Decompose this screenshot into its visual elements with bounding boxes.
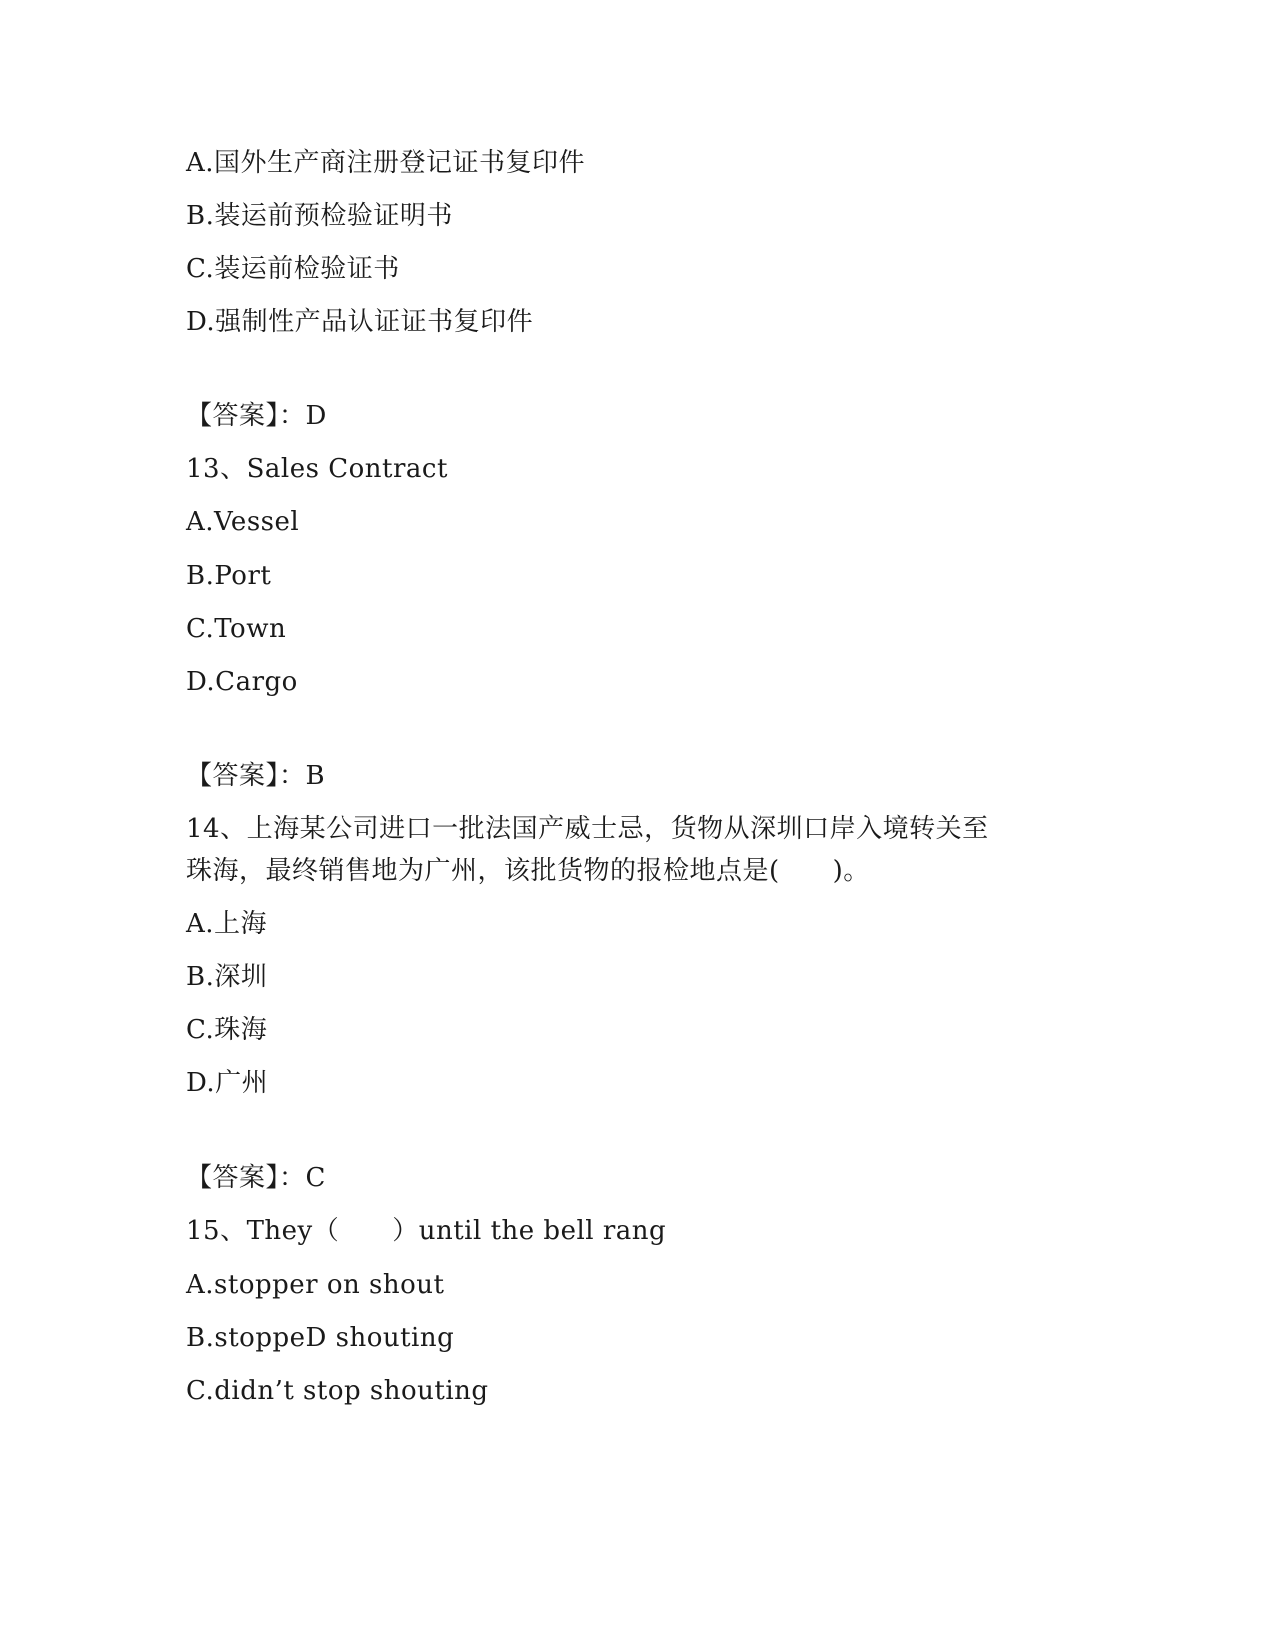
q14-question-line2: 珠海，最终销售地为广州，该批货物的报检地点是( )。 bbox=[186, 856, 870, 886]
q14-question-line1: 14、上海某公司进口一批法国产威士忌，货物从深圳口岸入境转关至 bbox=[186, 814, 989, 844]
q14-option-d: D.广州 bbox=[186, 1068, 269, 1098]
q14-option-c: C.珠海 bbox=[186, 1015, 268, 1045]
q12-option-d: D.强制性产品认证证书复印件 bbox=[186, 307, 534, 337]
q14-option-b: B.深圳 bbox=[186, 962, 268, 992]
q15-option-a: A.stopper on shout bbox=[186, 1270, 445, 1300]
q12-option-a: A.国外生产商注册登记证书复印件 bbox=[186, 148, 586, 178]
q15-question: 15、They（ ）until the bell rang bbox=[186, 1216, 667, 1246]
q12-option-c: C.装运前检验证书 bbox=[186, 254, 400, 284]
q12-option-b: B.装运前预检验证明书 bbox=[186, 201, 453, 231]
q14-answer: 【答案】：C bbox=[186, 1163, 326, 1193]
q13-option-c: C.Town bbox=[186, 614, 287, 644]
q12-answer: 【答案】：D bbox=[186, 401, 327, 431]
q15-option-c: C.didn’t stop shouting bbox=[186, 1376, 489, 1406]
q15-option-b: B.stoppeD shouting bbox=[186, 1323, 455, 1353]
q13-question: 13、Sales Contract bbox=[186, 454, 448, 484]
q13-option-d: D.Cargo bbox=[186, 667, 298, 697]
q13-option-b: B.Port bbox=[186, 561, 272, 591]
q13-option-a: A.Vessel bbox=[186, 507, 300, 537]
q13-answer: 【答案】：B bbox=[186, 761, 326, 791]
q14-option-a: A.上海 bbox=[186, 909, 268, 939]
